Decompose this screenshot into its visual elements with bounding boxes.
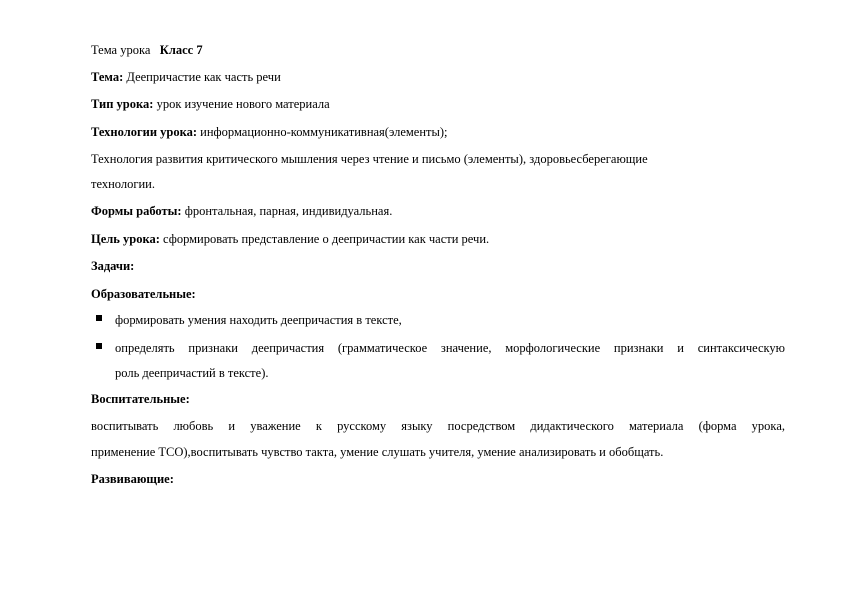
upbringing-heading: Воспитательные:	[91, 392, 190, 406]
work-forms-value: фронтальная, парная, индивидуальная.	[181, 204, 393, 218]
lesson-type-label: Тип урока:	[91, 97, 154, 111]
technologies-line-3: технологии.	[91, 177, 155, 191]
educational-item-2: определять признаки деепричастия (грамматическое значение, морфологические признаки и синтаксическую	[115, 341, 785, 355]
lesson-type-line	[91, 96, 330, 112]
theme-value: Деепричастие как часть речи	[123, 70, 281, 84]
theme-label: Тема:	[91, 70, 124, 84]
lesson-goal-value: сформировать представление о деепричастии как части речи.	[159, 232, 490, 246]
technologies-label: Технологии урока:	[91, 125, 198, 139]
work-forms-label: Формы работы:	[91, 204, 182, 218]
theme-line	[91, 69, 281, 85]
educational-heading: Образовательные:	[91, 287, 196, 301]
developing-heading: Развивающие:	[91, 472, 174, 486]
educational-item-1: формировать умения находить деепричастия в тексте,	[115, 313, 402, 327]
class-label: Класс 7	[159, 43, 203, 57]
bullet-icon	[96, 343, 102, 349]
lesson-header	[91, 42, 203, 58]
bullet-icon	[96, 315, 102, 321]
tasks-heading: Задачи:	[91, 259, 135, 273]
technologies-line-2: Технология развития критического мышления через чтение и письмо (элементы), здоровьесберегающие	[91, 152, 648, 166]
upbringing-line-2: применение ТСО),воспитывать чувство такта, умение слушать учителя, умение анализировать и обобщать.	[91, 445, 664, 459]
educational-item-2-cont: роль деепричастий в тексте).	[115, 366, 269, 380]
lesson-goal-label: Цель урока:	[91, 232, 160, 246]
topic-prefix: Тема урока	[91, 43, 151, 57]
technologies-line	[91, 124, 448, 140]
lesson-type-value: урок изучение нового материала	[153, 97, 330, 111]
lesson-goal-line	[91, 231, 489, 247]
upbringing-line-1: воспитывать любовь и уважение к русскому языку посредством дидактического материала (форма урока,	[91, 419, 785, 433]
work-forms-line	[91, 203, 392, 219]
technologies-value: информационно-коммуникативная(элементы);	[197, 125, 448, 139]
